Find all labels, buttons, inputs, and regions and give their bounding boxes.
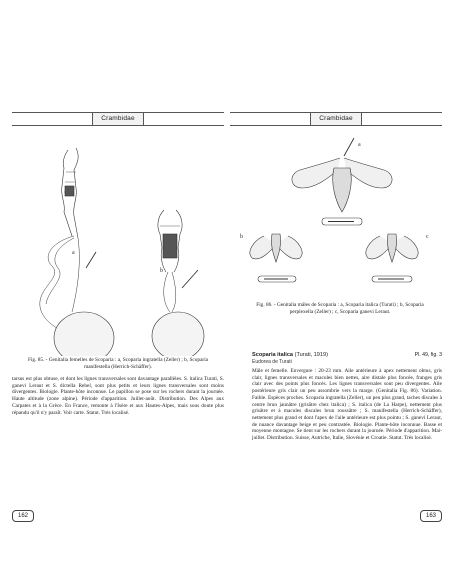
left-page (12, 112, 224, 519)
right-page (230, 112, 442, 519)
page-number-right: 163 (420, 510, 442, 522)
right-running-header (230, 112, 442, 126)
left-body-text: tarsus est plus obtuse, et dont les lignes transversales sont davantage parallèles. S. italica Turati, S. ganevi Leraut et S. dictella Rebel, sont plus petits et leurs lignes transversales sont moins divergentes. Biologie. Plante-hôte inconnue. Le papillon se pose sur les rochers durant la journée. Haute altitude (zone alpine). Période d'apparition. Juillet-août. Distribution. Des Alpes aux Carpates et à la Grèce. En France, remonte à l'Isère et aux Hautes-Alpes, mais sous doute plus répandu qu'il n'y paraît. Voir carte. Statut. Très localisé. (12, 376, 224, 416)
plate-reference: Pl. 49, fig. 3 (414, 352, 442, 358)
species-synonym: Eudorea de Turati (252, 359, 292, 365)
left-running-header (12, 112, 224, 126)
figure-label-a-right: a (358, 142, 361, 148)
figure-label-b-right: b (240, 234, 243, 240)
species-title: Scoparia italica (252, 352, 294, 358)
figure-86-caption: Fig. 86. - Genitalia mâles de Scoparia : a, Scoparia italica (Turati) ; b, Scoparia perplexella (Zeller) ; c, Scoparia ganevi Leraut. (256, 302, 424, 315)
figure-85-caption: Fig. 85. - Genitalia femelles de Scoparia : a, Scoparia ingratella (Zeller) ; b, Scoparia manifestella (Herrich-Schäffer). (27, 357, 209, 370)
right-body-text: Mâle et femelle. Envergure : 20-23 mm. Aile antérieure à apex nettement obtus, gris clair, lignes transversales et macules bien nettes, aire distale plus foncée, franges gris clair avec des points plus foncés. Les lignes transversales sont peu divergentes. Aile postérieure gris clair un peu assombrie vers la marge. (Genitalia Fig. 86). Variation. Faible. Espèces proches. Scoparia ingratella (Zeller), un peu plus grand, taches discales à centre brun jaunâtre (grisâtre chez italica) ; S. italica (de La Harpe), nettement plus grisâtre et à macules discales brun roussâtre ; S. manifestella (Herrich-Schäffer), nettement plus grand et dont l'apex de l'aile antérieure est plus pointu ; S. ganevi Leraut, de nuance davantage beige et peu contrastée. Biologie. Plante-hôte inconnue. Basse et moyenne montagne. Se tient sur les rochers durant la journée. Période d'apparition. Mai-juillet. Distribution. Suisse, Autriche, Italie, Slovénie et Croatie. Statut. Très localisé. (252, 368, 442, 442)
page-number-left: 162 (12, 510, 34, 522)
left-header-label: Crambidae (92, 113, 144, 125)
figure-85-female-genitalia (12, 126, 224, 356)
figure-label-a: a (72, 250, 75, 256)
figure-label-b: b (160, 268, 163, 274)
figure-86-male-genitalia (230, 126, 442, 301)
species-author: (Turati, 1919) (294, 352, 328, 358)
species-heading (252, 352, 442, 366)
figure-label-c-right: c (426, 234, 429, 240)
right-header-label: Crambidae (310, 113, 362, 125)
